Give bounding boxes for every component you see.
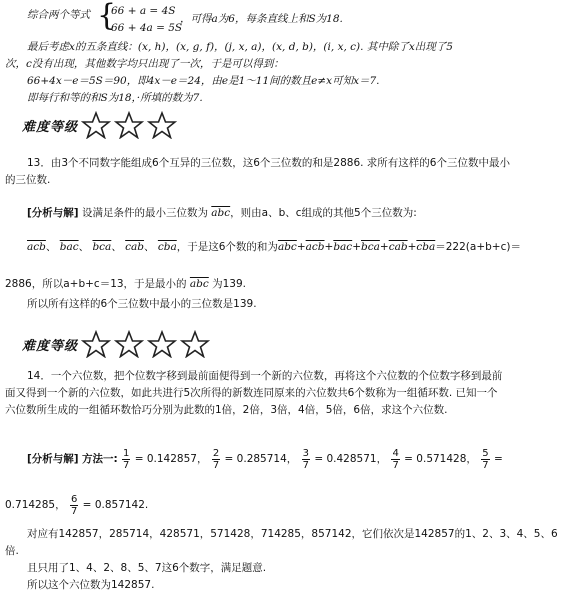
- sec12-line1-prefix: 综合两个等式: [27, 9, 90, 21]
- sec14-result-1: 对应有142857，285714，428571，571428，714285，857142，它们依次是142857的1、2、3、4、5、6: [27, 528, 558, 540]
- analysis-label: [分析与解]: [27, 207, 79, 219]
- sec12-equation-1: 66 + a = 4S: [111, 5, 176, 17]
- sec13-conclusion: 所以所有这样的6个三位数中最小的三位数是139.: [27, 298, 257, 310]
- sec12-line3: 次，c没有出现，其他数字均只出现了一次，于是可以得到：: [5, 58, 284, 70]
- sec14-result-3: 且只用了1、4、2、8、5、7这6个数字，满足题意.: [27, 562, 267, 574]
- star-icon: [114, 111, 144, 139]
- sec14-question-1: 14．一个六位数，把个位数字移到最前面便得到一个新的六位数，再将这个六位数的个位数字移到最前: [27, 370, 503, 382]
- repeating-decimal: 0.142857: [146, 453, 197, 465]
- result-text: 2886，所以a+b+c＝13，于是最小的: [5, 278, 187, 290]
- star-icon: [81, 330, 111, 358]
- star-icon: [180, 330, 210, 358]
- permutation: $\overline{acb}$: [27, 241, 46, 253]
- fraction: $\frac{1}{7}$: [123, 447, 130, 471]
- sec14-method-line-2: 0.714285， $\frac{6}{7}$ = 0.857142.: [5, 493, 149, 517]
- star-icon: [147, 111, 177, 139]
- fraction: $\frac{5}{7}$: [482, 447, 489, 471]
- repeating-decimal: 0.571428: [416, 453, 467, 465]
- analysis-text: 设满足条件的最小三位数为: [81, 207, 208, 219]
- repeating-decimal: 0.285714: [236, 453, 287, 465]
- sec14-question-3: 六位数所生成的一组循环数恰巧分别为此数的1倍，2倍，3倍，4倍，5倍，6倍，求这个六位数.: [5, 404, 448, 416]
- sum-term: $\overline{abc}$: [277, 241, 297, 253]
- system-brace: {: [97, 0, 117, 33]
- sec12-line1-result: ，可得a为6，每条直线上和S为18.: [180, 13, 343, 25]
- sec13-result-line: [5, 277, 246, 291]
- sec13-sum-line: $\overline{acb}$、 $\overline{bac}$、 $\overline{bca}$、 $\overline{cab}$、 $\overline{cba}$，于是这6个数的和为$\overline{abc}+\overline{acb}+\overline{bac}+\overline{bca}+\overline{cab}+\overline{cba}=222(a+b+c)=$: [27, 241, 521, 253]
- star-icon: [81, 111, 111, 139]
- fraction: $\frac{6}{7}$: [70, 493, 78, 517]
- method-label: 方法一:: [81, 453, 118, 465]
- star-icon: [114, 330, 144, 358]
- star-icon: [147, 330, 177, 358]
- sec12-equation-2: 66 + 4a = 5S: [111, 22, 183, 34]
- sec12-line5: 即每行和等的和S为18，·所填的数为7.: [27, 92, 203, 104]
- overline-number: $\overline{abc}$: [189, 278, 209, 290]
- sec12-line4: 66+4x－e＝5S＝90，即4x－e＝24，由e是1～11间的数且e≠x可知x＝7.: [27, 75, 380, 87]
- sec14-result-4: 所以这个六位数为142857.: [27, 579, 155, 591]
- repeating-decimal: 0.714285: [5, 499, 56, 511]
- sum-term: $\overline{cba}$: [416, 241, 436, 253]
- sum-result: ＝222(a+b+c)＝: [435, 241, 521, 253]
- sec14-method-line: [分析与解] 方法一: $\frac{1}{7}$ = 0.142857， $\frac{2}{7}$ = 0.285714， $\frac{3}{7}$ = 0.428571， $\frac{4}{7}$ = 0.571428， $\frac{5}{7}$ =: [27, 447, 503, 471]
- sum-term: $\overline{bac}$: [333, 241, 353, 253]
- permutation: $\overline{cab}$: [125, 241, 145, 253]
- analysis-text: ，则由a、b、c组成的其他5个三位数为:: [230, 207, 417, 219]
- difficulty-rating-1: [22, 111, 177, 139]
- permutation: $\overline{cba}$: [157, 241, 177, 253]
- repeating-decimal: 0.857142: [94, 499, 145, 511]
- overline-number: $\overline{abc}$: [211, 207, 231, 219]
- permutation: $\overline{bca}$: [92, 241, 112, 253]
- fraction: $\frac{2}{7}$: [212, 447, 220, 471]
- sec13-analysis-line1: [27, 206, 417, 220]
- sum-term: $\overline{bca}$: [361, 241, 380, 253]
- fraction: $\frac{3}{7}$: [302, 447, 309, 471]
- difficulty-label: 难度等级: [22, 338, 79, 354]
- sum-term: $\overline{acb}$: [305, 241, 325, 253]
- result-text: 为139.: [212, 278, 247, 290]
- sec13-question-cont: 的三位数.: [5, 174, 51, 186]
- fraction: $\frac{4}{7}$: [392, 447, 399, 471]
- sec13-question: 13．由3个不同数字能组成6个互异的三位数，这6个三位数的和是2886. 求所有这样的6个三位数中最小: [27, 157, 510, 169]
- sum-term: $\overline{cab}$: [388, 241, 408, 253]
- difficulty-rating-2: [22, 330, 210, 358]
- permutation: $\overline{bac}$: [59, 241, 79, 253]
- sec12-line2: 最后考虑x的五条直线：(x, h)，(x, g, f)，(j, x, a)，(x, d, b)，(i, x, c). 其中除了x出现了5: [27, 41, 453, 53]
- repeating-decimal: 0.428571: [326, 453, 377, 465]
- difficulty-label: 难度等级: [22, 119, 79, 135]
- sum-text: ，于是这6个数的和为: [176, 241, 278, 253]
- analysis-label: [分析与解]: [27, 453, 79, 465]
- sec14-result-2: 倍.: [5, 545, 19, 557]
- sec14-question-2: 面又得到一个新的六位数，如此共进行5次所得的新数连同原来的六位数共6个数称为一组循环数. 已知一个: [5, 387, 498, 399]
